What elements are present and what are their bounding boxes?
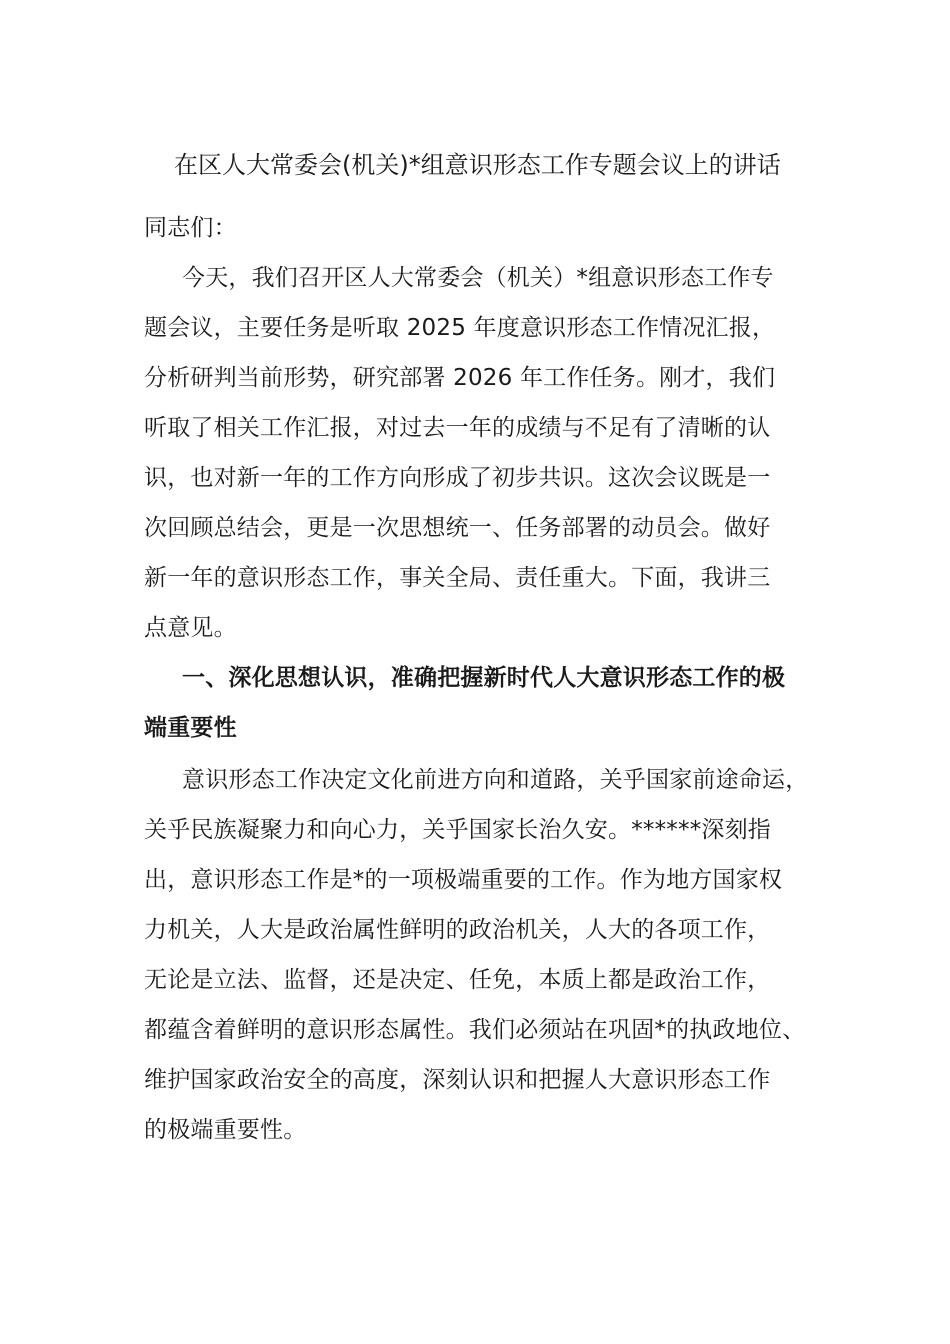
document-title: 在区人大常委会(机关)*组意识形态工作专题会议上的讲话: [174, 151, 781, 179]
intro-line: 分析研判当前形势，研究部署 2026 年工作任务。刚才，我们: [144, 365, 776, 391]
intro-line: 今天，我们召开区人大常委会（机关）*组意识形态工作专: [182, 265, 774, 291]
section-line: 的极端重要性。: [144, 1117, 307, 1143]
intro-line: 新一年的意识形态工作，事关全局、责任重大。下面，我讲三: [144, 565, 771, 591]
section-line: 关乎民族凝聚力和向心力，关乎国家长治久安。******深刻指: [144, 817, 771, 843]
intro-line: 识，也对新一年的工作方向形成了初步共识。这次会议既是一: [144, 465, 771, 491]
section-line: 出，意识形态工作是*的一项极端重要的工作。作为地方国家权: [144, 867, 783, 893]
section-line: 意识形态工作决定文化前进方向和道路，关乎国家前途命运，: [182, 767, 809, 793]
section-line: 无论是立法、监督，还是决定、任免，本质上都是政治工作，: [144, 967, 771, 993]
section-heading: 一、深化思想认识，准确把握新时代人大意识形态工作的极: [182, 665, 786, 691]
section-line: 力机关，人大是政治属性鲜明的政治机关，人大的各项工作，: [144, 917, 771, 943]
section-heading: 端重要性: [144, 715, 237, 741]
section-line: 都蕴含着鲜明的意识形态属性。我们必须站在巩固*的执政地位、: [144, 1017, 806, 1043]
intro-line: 次回顾总结会，更是一次思想统一、任务部署的动员会。做好: [144, 515, 771, 541]
salutation: 同志们：: [144, 215, 237, 241]
intro-line: 题会议，主要任务是听取 2025 年度意识形态工作情况汇报，: [144, 315, 776, 341]
intro-line: 点意见。: [144, 615, 237, 641]
section-line: 维护国家政治安全的高度，深刻认识和把握人大意识形态工作: [144, 1067, 771, 1093]
intro-line: 听取了相关工作汇报，对过去一年的成绩与不足有了清晰的认: [144, 415, 771, 441]
